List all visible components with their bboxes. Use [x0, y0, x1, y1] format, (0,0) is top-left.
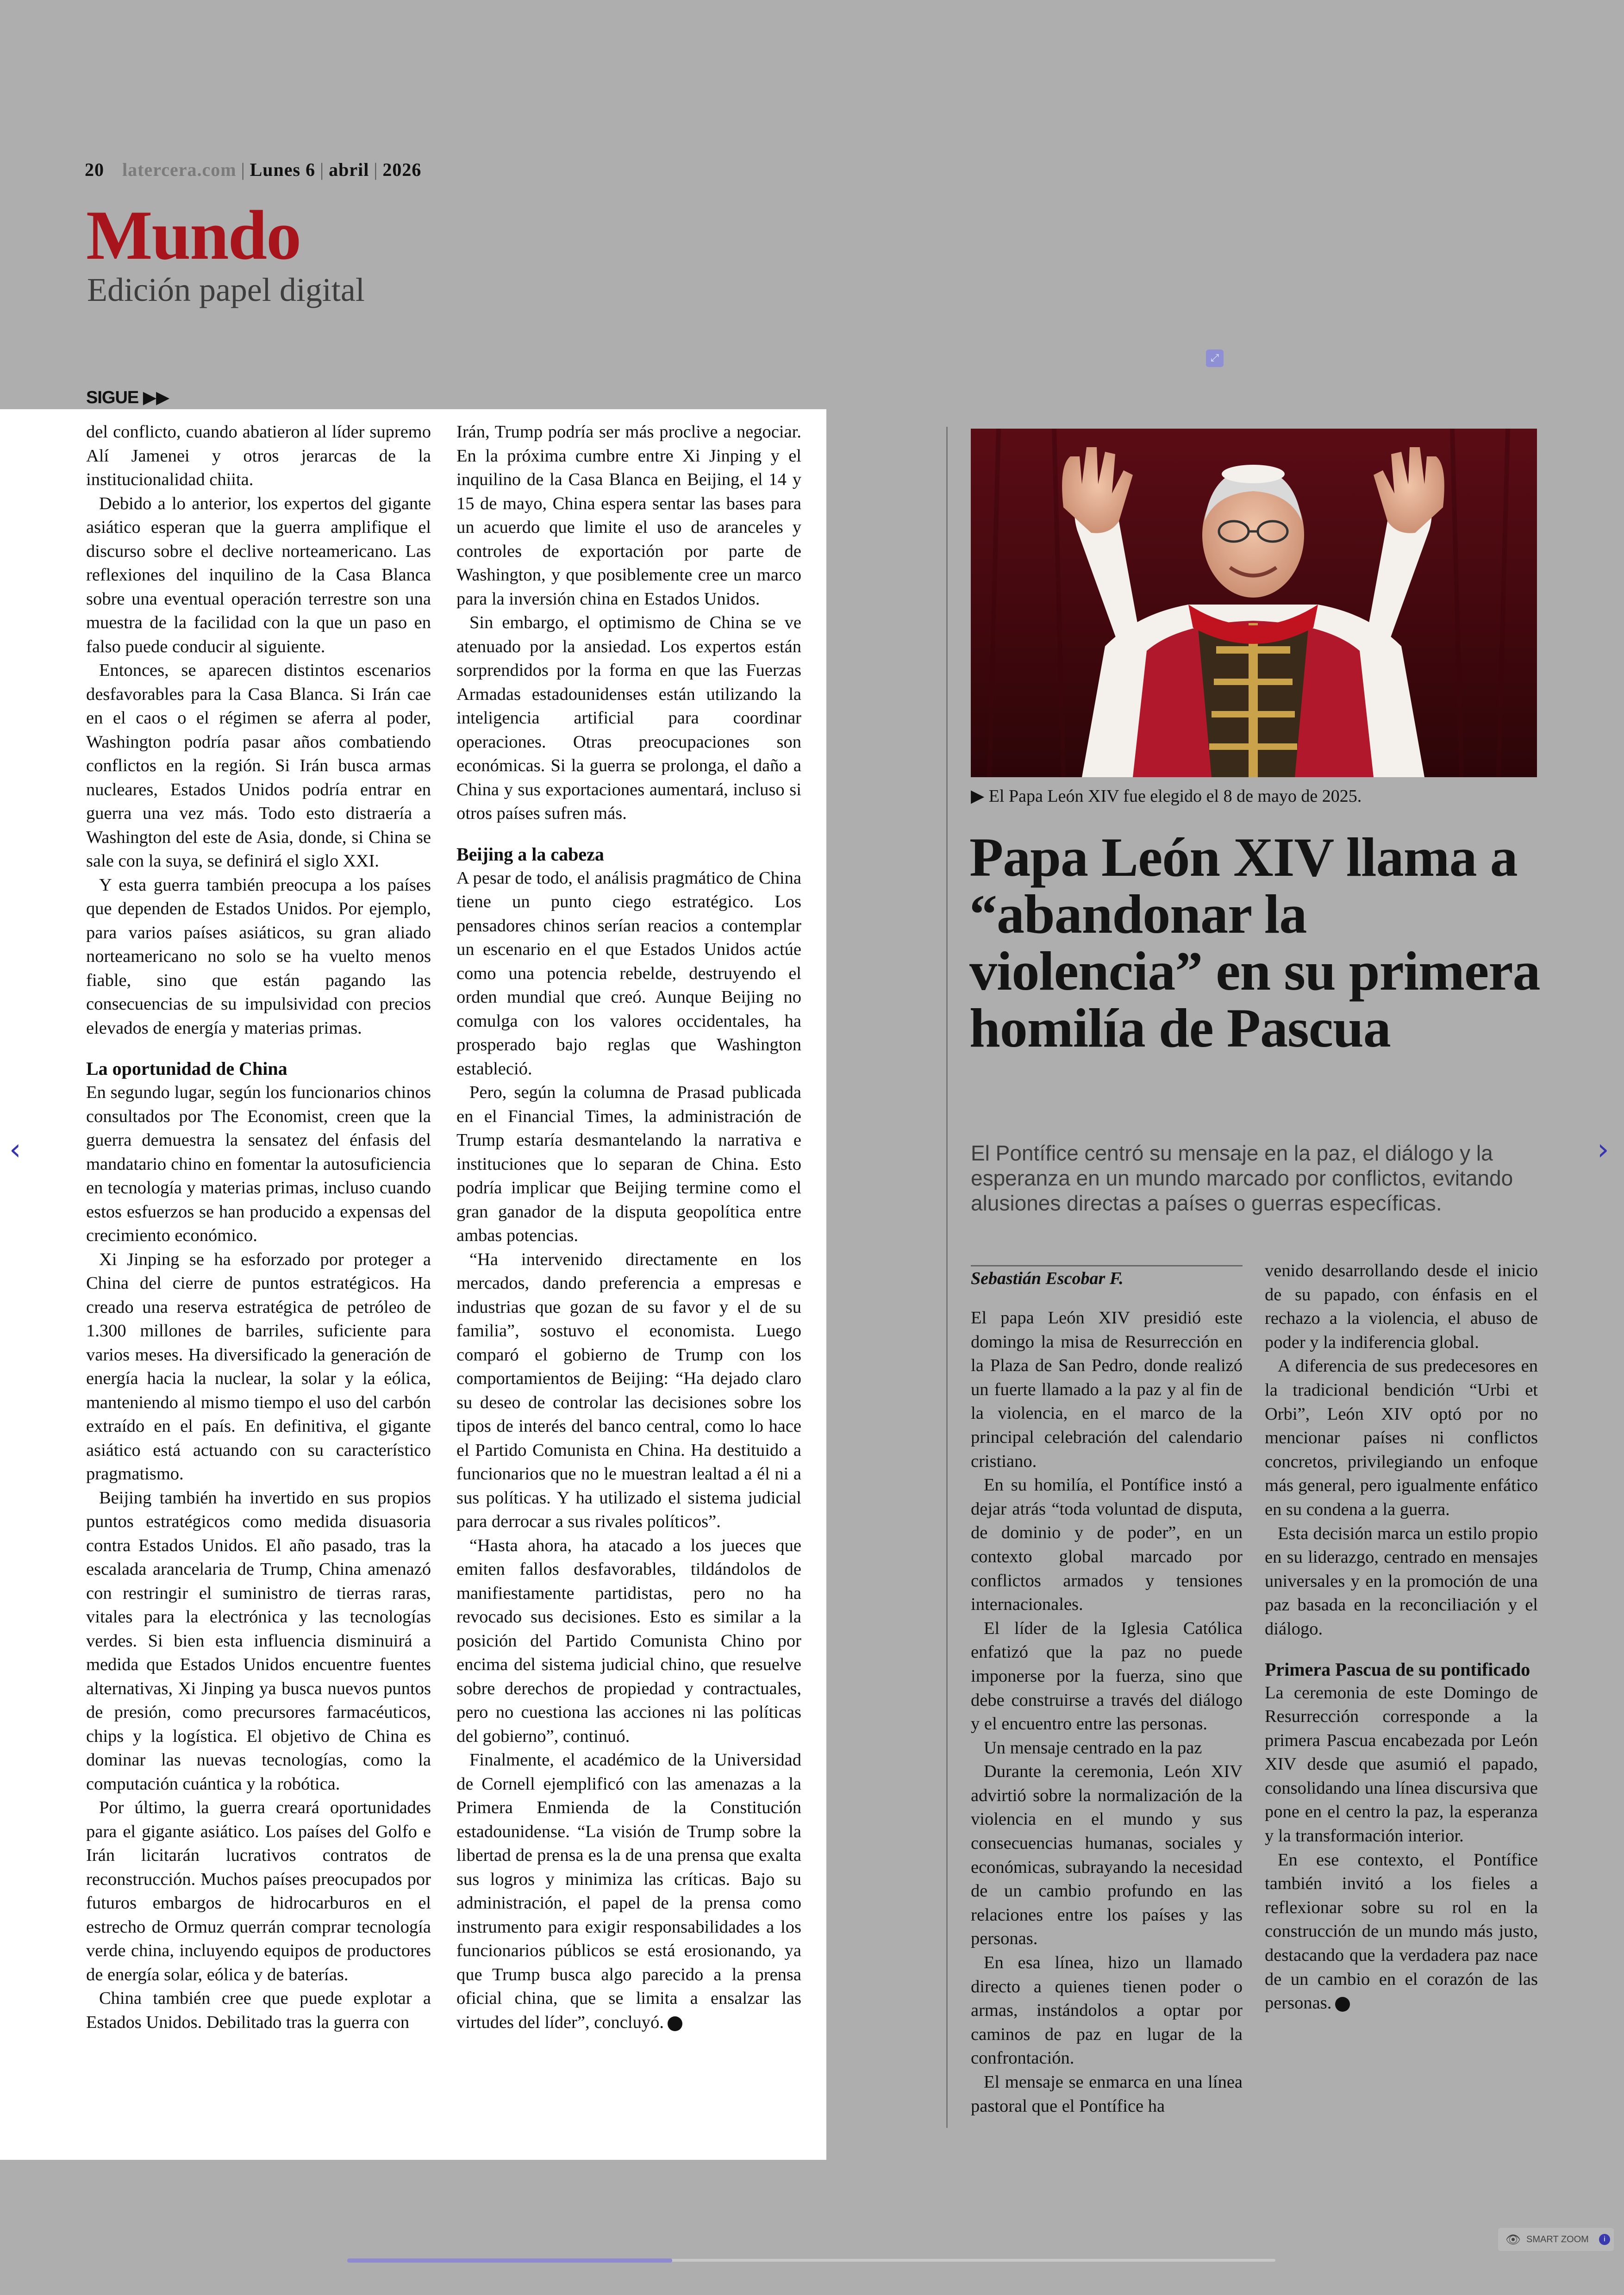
pope-article-column-2 — [1265, 1259, 1538, 2015]
smart-zoom-button[interactable] — [1498, 2228, 1614, 2251]
date-month: abril — [329, 159, 369, 180]
smart-zoom-label: SMART ZOOM — [1526, 2234, 1589, 2245]
date-year: 2026 — [382, 159, 422, 180]
paragraph: En su homilía, el Pontífice instó a dejar atrás “toda voluntad de disputa, de dominio y de poder”, en un contexto global marcado por conflictos armados y tensiones internacionales. — [971, 1475, 1243, 1615]
column-divider — [946, 427, 948, 2128]
paragraph: Finalmente, el académico de la Universidad de Cornell ejemplificó con las amenazas a la Primera Enmienda de la Constitución estadounidense. “La visión de Trump sobre la libertad de prensa es la de una prensa que exalta sus logros y minimiza las críticas. Bajo su administración, el papel de la prensa como instrumento para exigir responsabilidades a los funcionarios públicos se está erosionando, ya que Trump busca algo parecido a la prensa oficial china, que se limita a ensalzar las virtudes del líder”, concluyó. — [456, 1750, 801, 2032]
info-icon[interactable]: i — [1599, 2234, 1610, 2245]
pope-illustration — [971, 429, 1537, 777]
site-name: latercera.com — [122, 159, 237, 180]
page-progress-fill — [347, 2258, 672, 2263]
paragraph: A pesar de todo, el análisis pragmático de China tiene un punto ciego estratégico. Los pensadores chinos serían reacios a contemplar un escenario en el que Estados Unidos actúe como una potencia rebelde, destruyendo el orden mundial que creó. Aunque Beijing no comulga con los valores occidentales, ha prosperado bajo reglas que Washington estableció. — [456, 868, 801, 1079]
article-headline: Papa León XIV llama a “abandonar la violencia” en su primera homilía de Pascua — [969, 826, 1540, 1059]
prev-page-icon[interactable]: ‹ — [9, 1133, 21, 1167]
paragraph: En esa línea, hizo un llamado directo a quienes tienen poder o armas, instándolos a optar por caminos de paz en lugar de la confrontación. — [971, 1953, 1243, 2068]
article-deck: El Pontífice centró su mensaje en la paz, el diálogo y la esperanza en un mundo marcado por conflictos, evitando alusiones directas a países o guerras específicas. — [971, 1141, 1513, 1215]
paragraph: “Ha intervenido directamente en los mercados, dando preferencia a empresas e industrias que gozan de su favor y el de su familia”, sostuvo el economista. Luego comparó el gobierno de Trump con los comportamientos de Beijing: “Ha dejado claro su deseo de controlar las decisiones sobre los tipos de interés del banco central, como lo hace el Partido Comunista en China. Ha destituido a funcionarios que no le muestran lealtad a él ni a sus políticas. Y ha utilizado el sistema judicial para derrocar a sus rivales políticos”. — [456, 1249, 801, 1531]
paragraph: Entonces, se aparecen distintos escenarios desfavorables para la Casa Blanca. Si Irán cae en el caos o el régimen se aferra al poder, Washington podría pasar años combatiendo conflictos en la región. Si Irán busca armas nucleares, Estados Unidos podría entrar en guerra una vez más. Todo esto distraería a Washington del este de Asia, donde, si China se sale con la suya, se definirá el siglo XXI. — [86, 661, 431, 871]
paragraph: Beijing también ha invertido en sus propios puntos estratégicos como medida disuasoria contra Estados Unidos. El año pasado, tras la escalada arancelaria de Trump, China amenazó con restringir el suministro de tierras raras, vitales para la electrónica y las tecnologías verdes. Si bien esta influencia disminuirá a medida que Estados Unidos encuentre fuentes alternativas, Xi Jinping ya busca nuevos puntos de presión, como precursores farmacéuticos, chips y la logística. El objetivo de China es dominar las nuevas tecnologías, como la computación cuántica y la robótica. — [86, 1488, 431, 1794]
paragraph: El mensaje se enmarca en una línea pastoral que el Pontífice ha — [971, 2072, 1243, 2116]
paragraph: China también cree que puede explotar a Estados Unidos. Debilitado tras la guerra con — [86, 1989, 431, 2032]
article-column-2 — [456, 420, 801, 2034]
paragraph: El papa León XIV presidió este domingo la misa de Resurrección en la Plaza de San Pedro, donde realizó un fuerte llamado a la paz y al fin de la violencia, en el marco de la principal celebración del calendario cristiano. — [971, 1308, 1243, 1471]
page-number: 20 — [85, 159, 104, 180]
page-masthead: 20 latercera.com | Lunes 6 | abril | 2026 — [85, 159, 422, 180]
paragraph: Xi Jinping se ha esforzado por proteger a China del cierre de puntos estratégicos. Ha creado una reserva estratégica de petróleo de 1.300 millones de barriles, suficiente para varios meses. Ha diversificado la generación de energía hacia la nuclear, la solar y la eólica, manteniendo al mismo tiempo el uso del carbón extraído en el país. En definitiva, el gigante asiático está actuando con su característico pragmatismo. — [86, 1249, 431, 1484]
section-title: Mundo — [86, 196, 301, 274]
paragraph: Por último, la guerra creará oportunidades para el gigante asiático. Los países del Golfo e Irán licitarán lucrativos contratos de reconstrucción. Muchos países preocupados por futuros embargos de hidrocarburos en el estrecho de Ormuz querrán comprar tecnología verde china, incluyendo equipos de productores de energía solar, eólica y de baterías. — [86, 1798, 431, 1984]
paragraph: Un mensaje centrado en la paz — [984, 1738, 1202, 1758]
subheading: La oportunidad de China — [86, 1058, 287, 1079]
byline: Sebastián Escobar F. — [971, 1269, 1124, 1288]
paragraph: Irán, Trump podría ser más proclive a negociar. En la próxima cumbre entre Xi Jinping y el inquilino de la Casa Blanca en Beijing, el 14 y 15 de mayo, China espera sentar las bases para un acuerdo que limite el uso de aranceles y controles de exportación por parte de Washington, y que posiblemente cree un marco para la inversión china en Estados Unidos. — [456, 422, 801, 609]
paragraph: Y esta guerra también preocupa a los países que dependen de Estados Unidos. Por ejemplo, para varios países asiáticos, su gran aliado norteamericano no solo se ha vuelto menos fiable, sino que están pagando las consecuencias de su impulsividad con precios elevados de energía y materias primas. — [86, 875, 431, 1038]
pope-photo — [971, 429, 1537, 777]
paragraph: En ese contexto, el Pontífice también invitó a los fieles a reflexionar sobre su rol en la construcción de un mundo más justo, destacando que la verdadera paz nace de un cambio en el corazón de las personas. — [1265, 1850, 1538, 2013]
paragraph: del conflicto, cuando abatieron al líder supremo Alí Jamenei y otros jerarcas de la institucionalidad chiita. — [86, 422, 431, 489]
paragraph: Durante la ceremonia, León XIV advirtió sobre la normalización de la violencia en el mundo y sus consecuencias humanas, sociales y económicas, subrayando la necesidad de un cambio profundo en las relaciones entre los países y las personas. — [971, 1762, 1243, 1949]
date-weekday: Lunes 6 — [250, 159, 316, 180]
byline-rule — [971, 1265, 1243, 1266]
paragraph: Pero, según la columna de Prasad publicada en el Financial Times, la administración de Trump estaría desmantelando la narrativa e instituciones que lo separan de China. Esto podría implicar que Beijing termine como el gran ganador de la disputa geopolítica entre ambas potencias. — [456, 1083, 801, 1245]
subheading: Beijing a la cabeza — [456, 843, 604, 865]
end-mark — [1335, 1997, 1350, 2012]
end-mark — [668, 2016, 682, 2031]
eye-icon: 👁 — [1505, 2232, 1521, 2246]
paragraph: La ceremonia de este Domingo de Resurrección corresponde a la primera Pascua encabezada por León XIV desde que asumió el papado, consolidando una línea discursiva que pone en el centro la paz, la esperanza y la transformación interior. — [1265, 1683, 1538, 1846]
edition-subtitle: Edición papel digital — [87, 271, 365, 308]
paragraph: venido desarrollando desde el inicio de su papado, con énfasis en el rechazo a la violencia, el abuso de poder y la indiferencia global. — [1265, 1261, 1538, 1352]
paragraph: “Hasta ahora, ha atacado a los jueces que emiten fallos desfavorables, tildándolos de manifiestamente partidistas, pero no ha revocado sus decisiones. Esto es similar a la posición del Partido Comunista Chino por encima del sistema judicial chino, que resuelve sobre derechos de propiedad y contractuales, pero no cuestiona las acciones ni las políticas del gobierno”, continuó. — [456, 1535, 801, 1746]
paragraph: Debido a lo anterior, los expertos del gigante asiático esperan que la guerra amplifique el discurso sobre el declive norteamericano. Las reflexiones del inquilino de la Casa Blanca sobre una eventual operación terrestre son una muestra de la facilidad con la que un paso en falso puede conducir al siguiente. — [86, 493, 431, 656]
next-page-icon[interactable]: › — [1597, 1133, 1609, 1167]
article-column-1 — [86, 420, 431, 2034]
fullscreen-icon[interactable]: ⤢ — [1206, 349, 1224, 367]
photo-caption: ▶ El Papa León XIV fue elegido el 8 de mayo de 2025. — [971, 786, 1362, 806]
paragraph: A diferencia de sus predecesores en la tradicional bendición “Urbi et Orbi”, León XIV optó por no mencionar países ni conflictos concretos, privilegiando un enfoque más general, pero igualmente enfático en su condena a la guerra. — [1265, 1356, 1538, 1519]
pope-article-column-1 — [971, 1306, 1243, 2118]
paragraph: En segundo lugar, según los funcionarios chinos consultados por The Economist, creen que la guerra demuestra la sensatez del énfasis del mandatario chino en fomentar la autosuficiencia en tecnología y materias primas, incluso cuando estos esfuerzos se han producido a expensas del crecimiento económico. — [86, 1083, 431, 1245]
paragraph: El líder de la Iglesia Católica enfatizó que la paz no puede imponerse por la fuerza, sino que debe construirse a través del diálogo y el encuentro entre las personas. — [971, 1618, 1243, 1734]
continues-label: SIGUE ▶▶ — [86, 388, 169, 407]
paragraph: Sin embargo, el optimismo de China se ve atenuado por la ansiedad. Los expertos están sorprendidos por la forma en que las Fuerzas Armadas estadounidenses están utilizando la inteligencia artificial para coordinar operaciones. Otras preocupaciones son económicas. Si la guerra se prolonga, el daño a China y sus exportaciones aumentará, incluso si otros países sufren más. — [456, 613, 801, 823]
paragraph: Esta decisión marca un estilo propio en su liderazgo, centrado en mensajes universales y en la promoción de una paz basada en la reconciliación y el diálogo. — [1265, 1523, 1538, 1639]
subheading: Primera Pascua de su pontificado — [1265, 1659, 1530, 1680]
